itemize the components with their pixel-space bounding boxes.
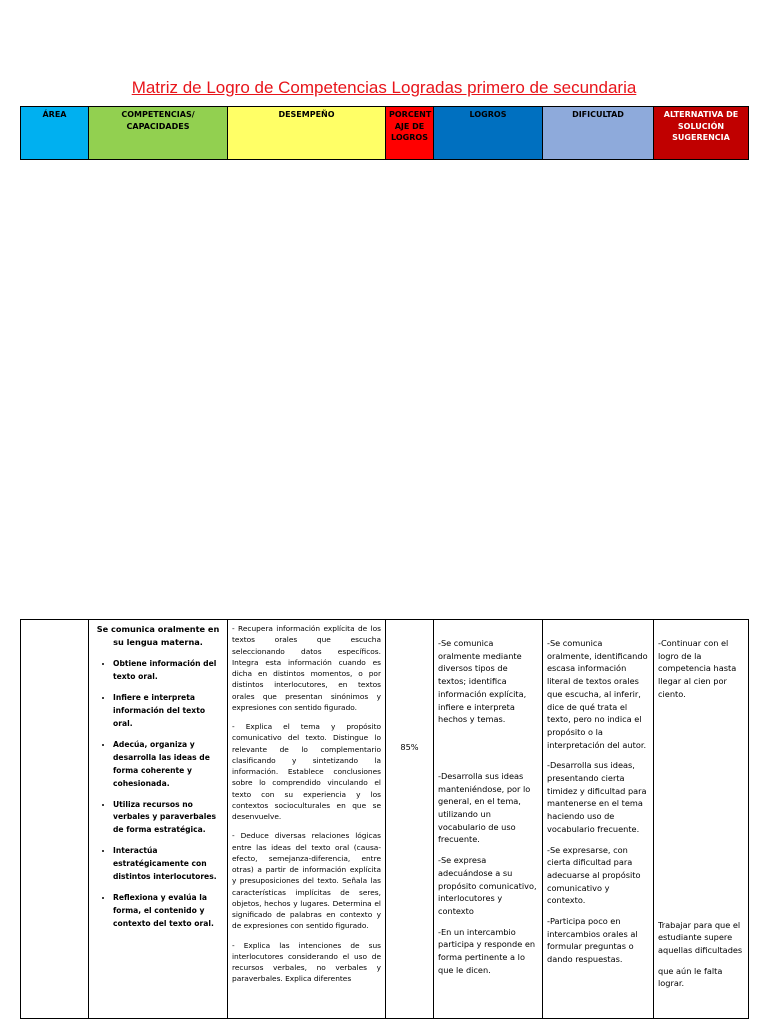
logro-item: -Se expresa adecuándose a su propósito comunicativo, interlocutores y contexto [438, 855, 537, 916]
header-desempeno: DESEMPEÑO [228, 107, 386, 160]
header-competencias: COMPETENCIAS/ CAPACIDADES [89, 107, 228, 160]
dificultad-item: -Se comunica oralmente, identificando escasa información literal de textos orales que escucha, al inferir, dice de qué trata el texto, pero no indica el propósito o la interpretación del autor. [547, 638, 648, 750]
capacidad-item: • Reflexiona y evalúa la forma, el contenido y contexto del texto oral. [113, 892, 223, 931]
logro-item: -Se comunica oralmente mediante diversos tipos de textos; identifica información explícita, infiere e interpreta hechos y temas. [438, 638, 527, 725]
desempeno-paragraph: - Recupera información explícita de los textos orales que escucha seleccionando datos específicos. Integra esta información cuando es dicha en distintos momentos, o por distintos interlocutores, en textos orales que presentan sinónimos y expresiones con sentido figurado. [232, 624, 381, 712]
header-table [20, 106, 749, 160]
capacidad-item: • Obtiene información del texto oral. [113, 658, 223, 684]
header-area: ÁREA [21, 107, 89, 160]
header-porcentaje: PORCENT AJE DE LOGROS [386, 107, 434, 160]
capacidad-item: • Utiliza recursos no verbales y paraverbales de forma estratégica. [113, 799, 223, 838]
alternativa-cell [654, 620, 749, 1019]
capacidad-item: • Interactúa estratégicamente con distintos interlocutores. [113, 845, 223, 884]
logro-item: -En un intercambio participa y responde en forma pertinente a lo que le dicen. [438, 926, 536, 975]
header-alternativa: ALTERNATIVA DE SOLUCIÓN SUGERENCIA [654, 107, 749, 160]
competencias-cell [89, 620, 228, 1019]
desempeno-paragraph: - Explica el tema y propósito comunicativo del texto. Distingue lo relevante de lo complementario clasificando y sintetizando la información. Establece conclusiones sobre lo comprendido vinculando el texto con su experiencia y los contextos socioculturales en que se desenvuelve. [232, 722, 381, 821]
logros-cell [434, 620, 543, 1019]
area-cell [21, 620, 89, 1019]
desempeno-paragraph: - Explica las intenciones de sus interlocutores considerando el uso de recursos verbales, no verbales y paraverbales. Explica diferentes [232, 940, 381, 984]
competency-table [20, 619, 749, 1019]
capacidad-item: • Infiere e interpreta información del texto oral. [113, 692, 223, 731]
dificultad-item: -Desarrolla sus ideas, presentando cierta timidez y dificultad para mantenerse en el tema haciendo uso de vocabulario frecuente. [547, 760, 647, 834]
header-dificultad: DIFICULTAD [543, 107, 654, 160]
porcentaje-value: 85% [400, 742, 419, 752]
dificultad-item: -Participa poco en intercambios orales al formular preguntas o dando respuestas. [547, 916, 638, 965]
page-title: Matriz de Logro de Competencias Logradas primero de secundaria [131, 78, 637, 97]
desempeno-paragraph: - Deduce diversas relaciones lógicas entre las ideas del texto oral (causa-efecto, semejanza-diferencia, entre otras) a partir de información explícita y presuposiciones del texto. Señala las características implícitas de seres, objetos, hechos y lugares. Determina el significado de palabras en contexto y de expresiones con sentido figurado. [232, 831, 381, 931]
porcentaje-cell [386, 620, 434, 1019]
alternativa-item: Trabajar para que el estudiante supere aquellas dificultades [658, 919, 743, 955]
desempeno-cell [228, 620, 386, 1019]
header-logros: LOGROS [434, 107, 543, 160]
logro-item: -Desarrolla sus ideas manteniéndose, por lo general, en el tema, utilizando un vocabulario de uso frecuente. [438, 770, 531, 845]
competencia-title: Se comunica oralmente en su lengua materna. [96, 624, 220, 647]
capacidad-item: • Adecúa, organiza y desarrolla las ideas de forma coherente y cohesionada. [113, 739, 223, 791]
alternativa-item: que aún le falta lograr. [658, 965, 723, 989]
dificultad-cell [543, 620, 654, 1019]
table-row [21, 620, 749, 1019]
dificultad-item: -Se expresarse, con cierta dificultad para adecuarse al propósito comunicativo y contexto. [547, 844, 641, 906]
alternativa-item: -Continuar con el logro de la competencia hasta llegar al cien por ciento. [658, 638, 737, 699]
